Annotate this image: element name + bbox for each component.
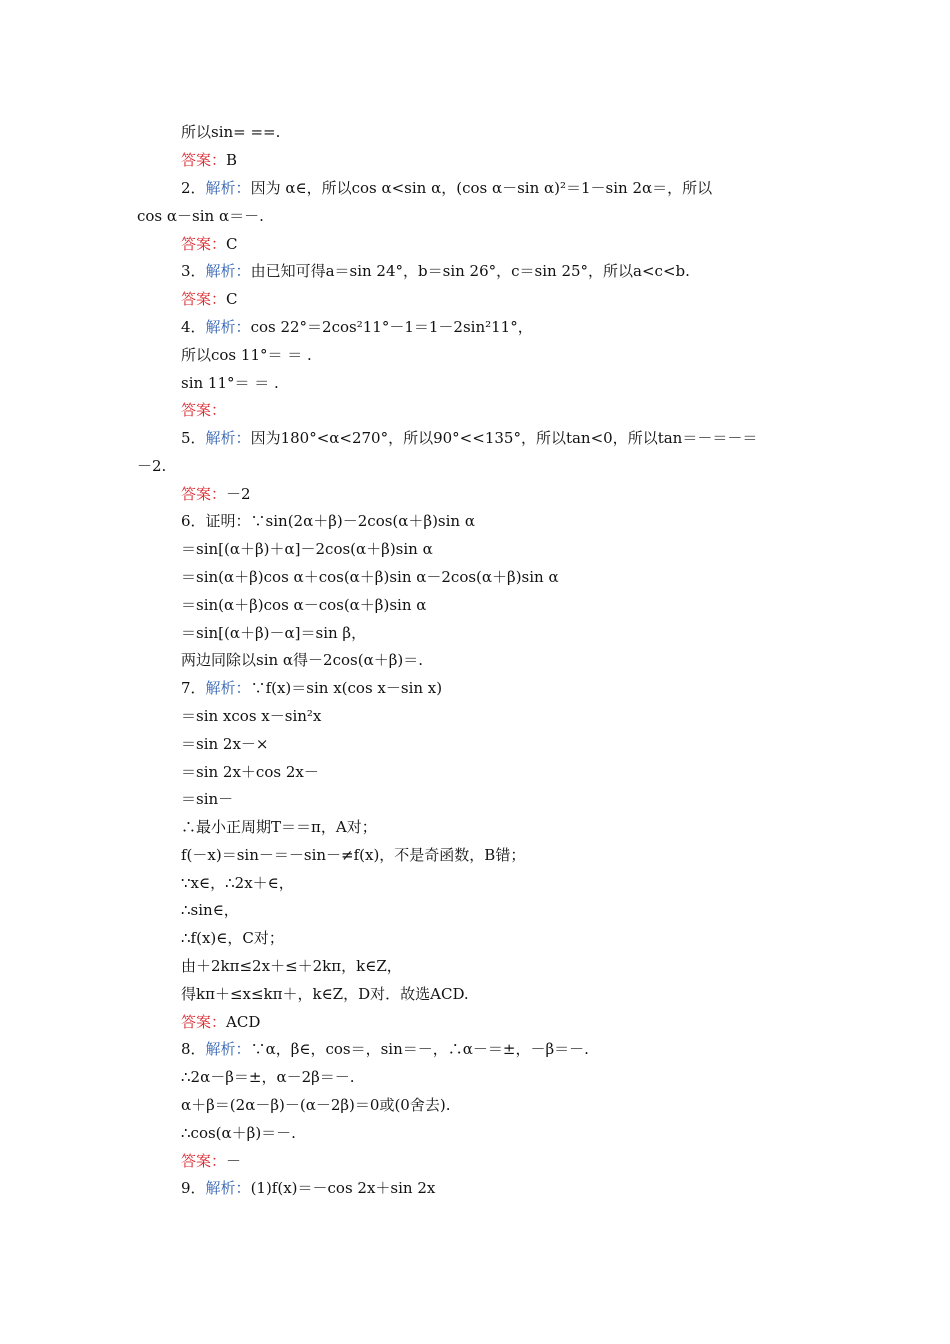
text-line	[181, 563, 814, 591]
text-line	[181, 758, 814, 786]
line-text: ＝sin(α＋β)cos α＋cos(α＋β)sin α－2cos(α＋β)sin α	[181, 568, 559, 586]
text-line	[137, 452, 814, 480]
answer-label: 答案：	[181, 151, 227, 169]
text-line	[181, 646, 814, 674]
line-text: ∵α，β∈，cos＝，sin＝－，∴α－＝±，－β＝－.	[250, 1040, 589, 1058]
answer-label: 答案：	[181, 290, 227, 308]
line-text: ＝sin 2x＋cos 2x－	[181, 763, 319, 781]
answer-label: 答案：	[181, 401, 227, 419]
text-line	[181, 341, 814, 369]
text-line	[181, 841, 814, 869]
line-text: ＝sin(α＋β)cos α－cos(α＋β)sin α	[181, 596, 427, 614]
question-number: 2．	[181, 179, 206, 197]
proof-line	[181, 507, 814, 535]
line-text: 所以sin= ==.	[181, 123, 281, 141]
line-text: cos α－sin α＝－.	[137, 207, 264, 225]
solution-line	[181, 1174, 814, 1202]
line-text: ＝sin xcos x－sin²x	[181, 707, 322, 725]
line-text: －2	[226, 485, 251, 503]
line-text: ＝sin[(α＋β)－α]＝sin β，	[181, 624, 367, 642]
text-line	[181, 118, 814, 146]
solution-line	[181, 257, 814, 285]
line-text: 因为180°<α<270°，所以90°<<135°，所以tan<0，所以tan＝－＝－＝	[250, 429, 758, 447]
analysis-label: 解析：	[205, 318, 251, 336]
answer-label: 答案：	[181, 1152, 227, 1170]
text-line	[181, 924, 814, 952]
analysis-label: 解析：	[205, 679, 251, 697]
line-text: －2.	[137, 457, 167, 475]
solution-line	[181, 674, 814, 702]
text-line	[181, 535, 814, 563]
text-line	[181, 1119, 814, 1147]
analysis-label: 解析：	[205, 179, 251, 197]
analysis-label: 解析：	[205, 429, 251, 447]
solution-line	[181, 1035, 814, 1063]
answer-line	[181, 1147, 814, 1175]
question-number: 4．	[181, 318, 206, 336]
line-text: C	[226, 235, 238, 253]
question-number: 5．	[181, 429, 206, 447]
answer-line	[181, 285, 814, 313]
line-text: ∵x∈，∴2x＋∈，	[181, 874, 294, 892]
line-text: 得kπ＋≤x≤kπ＋，k∈Z，D对．故选ACD.	[181, 985, 469, 1003]
line-text: －	[226, 1152, 242, 1170]
answer-label: 答案：	[181, 1013, 227, 1031]
line-text: f(－x)＝sin－＝－sin－≠f(x)，不是奇函数，B错；	[181, 846, 526, 864]
answer-line	[181, 480, 814, 508]
text-line	[181, 702, 814, 730]
line-text: ∴sin∈，	[181, 901, 239, 919]
question-number: 8．	[181, 1040, 206, 1058]
line-text: 因为 α∈，所以cos α<sin α，(cos α－sin α)²＝1－sin 2α＝，所以	[250, 179, 713, 197]
answer-line	[181, 1008, 814, 1036]
answer-label: 答案：	[181, 485, 227, 503]
analysis-label: 解析：	[205, 1040, 251, 1058]
analysis-label: 解析：	[205, 1179, 251, 1197]
answer-line	[181, 146, 814, 174]
text-line	[137, 202, 814, 230]
answer-line	[181, 396, 814, 424]
text-line	[181, 813, 814, 841]
question-number: 6．	[181, 512, 206, 530]
line-text: B	[226, 151, 238, 169]
analysis-label: 解析：	[205, 262, 251, 280]
line-text: ∵f(x)＝sin x(cos x－sin x)	[250, 679, 443, 697]
line-text: 所以cos 11°＝ ＝ .	[181, 346, 312, 364]
line-text: ＝sin－	[181, 790, 234, 808]
solution-line	[181, 313, 814, 341]
text-line	[181, 869, 814, 897]
text-line	[181, 785, 814, 813]
line-text: cos 22°＝2cos²11°－1＝1－2sin²11°，	[250, 318, 533, 336]
answer-line	[181, 230, 814, 258]
solution-line	[181, 424, 814, 452]
line-text: 由＋2kπ≤2x＋≤＋2kπ，k∈Z，	[181, 957, 402, 975]
text-line	[181, 1063, 814, 1091]
solution-line	[181, 174, 814, 202]
line-text: C	[226, 290, 238, 308]
line-text: 证明：∵sin(2α＋β)－2cos(α＋β)sin α	[205, 512, 475, 530]
line-text: ＝sin[(α＋β)＋α]－2cos(α＋β)sin α	[181, 540, 433, 558]
question-number: 7．	[181, 679, 206, 697]
line-text: ∴f(x)∈，C对；	[181, 929, 284, 947]
text-line	[181, 591, 814, 619]
line-text: 两边同除以sin α得－2cos(α＋β)＝.	[181, 651, 424, 669]
text-line	[181, 952, 814, 980]
text-line	[181, 730, 814, 758]
text-line	[181, 619, 814, 647]
line-text: 由已知可得a＝sin 24°，b＝sin 26°，c＝sin 25°，所以a<c<b.	[250, 262, 690, 280]
text-line	[181, 896, 814, 924]
text-line	[181, 369, 814, 397]
question-number: 3．	[181, 262, 206, 280]
line-text: ∴2α－β＝±，α－2β＝－.	[181, 1068, 355, 1086]
line-text: ACD	[226, 1013, 261, 1031]
line-text: sin 11°＝ ＝ .	[181, 374, 279, 392]
line-text: α＋β＝(2α－β)－(α－2β)＝0或(0舍去).	[181, 1096, 451, 1114]
answer-label: 答案：	[181, 235, 227, 253]
text-line	[181, 1091, 814, 1119]
line-text: ∴最小正周期T＝＝π，A对；	[181, 818, 377, 836]
line-text: ∴cos(α＋β)＝－.	[181, 1124, 296, 1142]
text-line	[181, 980, 814, 1008]
question-number: 9．	[181, 1179, 206, 1197]
line-text: ＝sin 2x－×	[181, 735, 269, 753]
line-text: (1)f(x)＝－cos 2x＋sin 2x	[250, 1179, 436, 1197]
